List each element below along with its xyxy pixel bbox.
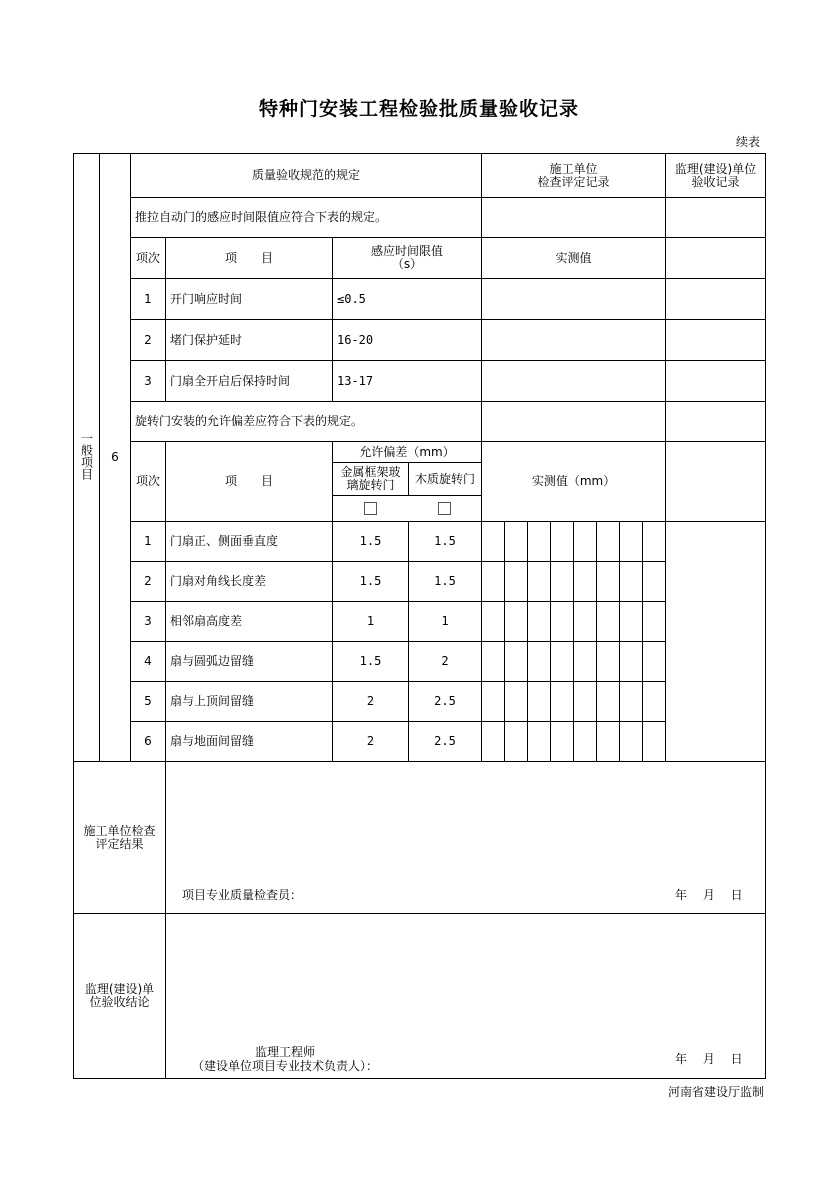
measure-cell[interactable]: [643, 522, 666, 562]
measure-cell[interactable]: [551, 602, 574, 642]
rev-row-no: 1: [131, 522, 166, 562]
auto-row-acceptance[interactable]: [666, 320, 766, 361]
auto-door-requirement: 推拉自动门的感应时间限值应符合下表的规定。: [131, 198, 482, 238]
measure-cell[interactable]: [597, 522, 620, 562]
rev-row-no: 5: [131, 682, 166, 722]
revolving-requirement-row: [74, 402, 766, 442]
measure-cell[interactable]: [528, 522, 551, 562]
measure-cell[interactable]: [574, 722, 597, 762]
supervisor-record-header: [666, 154, 766, 198]
measure-cell[interactable]: [505, 522, 528, 562]
revolving-header-row: [74, 442, 766, 463]
rev-row-metal: 2: [333, 682, 409, 722]
spec-header: 质量验收规范的规定: [131, 154, 482, 198]
measure-cell[interactable]: [620, 562, 643, 602]
rev-row-wood: 1.5: [409, 522, 482, 562]
rev-row-item: 相邻扇高度差: [166, 602, 333, 642]
rev-row-metal: 1.5: [333, 522, 409, 562]
measure-cell[interactable]: [643, 682, 666, 722]
measure-cell[interactable]: [528, 722, 551, 762]
auto-col-no: 项次: [131, 238, 166, 279]
rev-row-item: 扇与地面间留缝: [166, 722, 333, 762]
auto-row-acceptance[interactable]: [666, 279, 766, 320]
constructor-result-row: [74, 762, 766, 914]
measure-cell[interactable]: [643, 562, 666, 602]
rev-row-wood: 2.5: [409, 722, 482, 762]
auto-row-acceptance[interactable]: [666, 361, 766, 402]
revolving-requirement-acceptance[interactable]: [666, 402, 766, 442]
supervisor-conclusion-label: [74, 914, 166, 1079]
header-row: [74, 154, 766, 198]
measure-cell[interactable]: [505, 682, 528, 722]
wood-type-checkbox[interactable]: [438, 502, 451, 515]
constructor-result-area[interactable]: [166, 762, 766, 914]
continued-label: 续表: [736, 135, 761, 149]
rev-col-no: 项次: [131, 442, 166, 522]
measure-cell[interactable]: [482, 642, 505, 682]
table-row: [74, 320, 766, 361]
rev-row-metal: 1.5: [333, 562, 409, 602]
measure-cell[interactable]: [574, 562, 597, 602]
measure-cell[interactable]: [574, 642, 597, 682]
table-row: [74, 361, 766, 402]
measure-cell[interactable]: [482, 602, 505, 642]
measure-cell[interactable]: [505, 562, 528, 602]
inspection-form-table: [73, 153, 766, 1079]
auto-row-no: 3: [131, 361, 166, 402]
auto-col-limit-line1: 感应时间限值: [371, 244, 444, 258]
table-row: [74, 562, 766, 602]
measure-cell[interactable]: [482, 722, 505, 762]
rev-row-metal: 2: [333, 722, 409, 762]
rev-col-acceptance: [666, 442, 766, 522]
auto-door-requirement-record[interactable]: [482, 198, 666, 238]
supervisor-conclusion-row: [74, 914, 766, 1079]
auto-row-measured[interactable]: [482, 279, 666, 320]
constructor-result-label: [74, 762, 166, 914]
supervisor-conclusion-label-line1: 监理(建设)单: [84, 982, 155, 996]
rev-row-metal: 1: [333, 602, 409, 642]
revolving-requirement: 旋转门安装的允许偏差应符合下表的规定。: [131, 402, 482, 442]
engineer-signature-sublabel: （建设单位项目专业技术负责人）：: [192, 1059, 379, 1073]
rev-col-item: 项 目: [166, 442, 333, 522]
measure-cell[interactable]: [620, 722, 643, 762]
engineer-signature-label: 监理工程师: [255, 1045, 316, 1059]
supervisor-date: 年 月 日: [675, 1052, 743, 1066]
auto-door-requirement-row: [74, 198, 766, 238]
measure-cell[interactable]: [643, 642, 666, 682]
measure-cell[interactable]: [505, 722, 528, 762]
measure-cell[interactable]: [597, 682, 620, 722]
measure-cell[interactable]: [528, 642, 551, 682]
measure-cell[interactable]: [551, 522, 574, 562]
measure-cell[interactable]: [482, 562, 505, 602]
table-row: [74, 722, 766, 762]
table-row: [74, 522, 766, 562]
auto-row-measured[interactable]: [482, 320, 666, 361]
measure-cell[interactable]: [597, 562, 620, 602]
supervisor-conclusion-area[interactable]: [166, 914, 766, 1079]
constructor-record-header-line2: 检查评定记录: [537, 174, 610, 189]
auto-row-no: 1: [131, 279, 166, 320]
measure-cell[interactable]: [505, 602, 528, 642]
supervisor-record-header-line1: 监理(建设)单位: [674, 161, 757, 176]
constructor-date: 年 月 日: [675, 888, 743, 902]
auto-col-limit-line2: （s）: [391, 257, 423, 271]
measure-cell[interactable]: [551, 722, 574, 762]
rev-row-metal: 1.5: [333, 642, 409, 682]
measure-cell[interactable]: [528, 682, 551, 722]
auto-door-subheader-row: [74, 238, 766, 279]
inspector-signature-label: 项目专业质量检查员：: [182, 888, 303, 902]
measure-cell[interactable]: [597, 602, 620, 642]
rev-row-wood: 1: [409, 602, 482, 642]
category-label: 一般项目: [79, 432, 94, 480]
rev-row-wood: 2.5: [409, 682, 482, 722]
measure-cell[interactable]: [551, 642, 574, 682]
constructor-record-header: [482, 154, 666, 198]
revolving-requirement-record[interactable]: [482, 402, 666, 442]
measure-cell[interactable]: [643, 722, 666, 762]
rev-row-item: 扇与圆弧边留缝: [166, 642, 333, 682]
rev-col-wood: 木质旋转门: [415, 471, 476, 486]
auto-row-limit: 13-17: [333, 361, 482, 402]
rev-col-metal: [333, 463, 409, 495]
rev-row-item: 扇与上顶间留缝: [166, 682, 333, 722]
supervisor-conclusion-label-line2: 位验收结论: [89, 995, 150, 1009]
measure-cell[interactable]: [574, 522, 597, 562]
table-row: [74, 279, 766, 320]
auto-row-no: 2: [131, 320, 166, 361]
rev-acceptance[interactable]: [666, 522, 766, 762]
measure-cell[interactable]: [482, 522, 505, 562]
rev-row-no: 2: [131, 562, 166, 602]
table-row: [74, 642, 766, 682]
constructor-result-label-line2: 评定结果: [95, 836, 144, 851]
page-title: 特种门安装工程检验批质量验收记录: [258, 98, 579, 120]
auto-row-limit: 16-20: [333, 320, 482, 361]
auto-row-item: 堵门保护延时: [166, 320, 333, 361]
supervisor-record-header-line2: 验收记录: [691, 174, 740, 189]
measure-cell[interactable]: [597, 642, 620, 682]
auto-row-item: 门扇全开启后保持时间: [166, 361, 333, 402]
item-number-cell: [100, 154, 131, 762]
rev-col-tolerance: 允许偏差（mm）: [333, 442, 482, 463]
measure-cell[interactable]: [620, 642, 643, 682]
auto-row-limit: ≤0.5: [333, 279, 482, 320]
measure-cell[interactable]: [482, 682, 505, 722]
measure-cell[interactable]: [643, 602, 666, 642]
rev-row-wood: 2: [409, 642, 482, 682]
constructor-record-header-line1: 施工单位: [549, 161, 598, 176]
measure-cell[interactable]: [620, 522, 643, 562]
rev-row-item: 门扇正、侧面垂直度: [166, 522, 333, 562]
table-row: [74, 602, 766, 642]
table-row: [74, 682, 766, 722]
measure-cell[interactable]: [620, 602, 643, 642]
rev-col-metal-line1: 金属框架玻: [340, 465, 401, 479]
rev-row-wood: 1.5: [409, 562, 482, 602]
auto-row-measured[interactable]: [482, 361, 666, 402]
rev-col-measured: 实测值（mm）: [482, 442, 666, 522]
rev-row-no: 4: [131, 642, 166, 682]
rev-col-metal-line2: 璃旋转门: [346, 478, 395, 492]
measure-cell[interactable]: [551, 562, 574, 602]
auto-col-measured: 实测值: [482, 238, 666, 279]
auto-row-item: 开门响应时间: [166, 279, 333, 320]
metal-type-checkbox[interactable]: [364, 502, 377, 515]
measure-cell[interactable]: [597, 722, 620, 762]
measure-cell[interactable]: [574, 682, 597, 722]
measure-cell[interactable]: [620, 682, 643, 722]
auto-col-acceptance: [666, 238, 766, 279]
auto-door-requirement-acceptance[interactable]: [666, 198, 766, 238]
item-number: 6: [111, 450, 119, 464]
auto-col-limit: [333, 238, 482, 279]
category-cell: [74, 154, 100, 762]
measure-cell[interactable]: [551, 682, 574, 722]
rev-col-types: [333, 463, 482, 522]
measure-cell[interactable]: [574, 602, 597, 642]
rev-row-no: 6: [131, 722, 166, 762]
measure-cell[interactable]: [528, 562, 551, 602]
rev-row-no: 3: [131, 602, 166, 642]
measure-cell[interactable]: [505, 642, 528, 682]
rev-row-item: 门扇对角线长度差: [166, 562, 333, 602]
issuer-footer: 河南省建设厅监制: [667, 1085, 764, 1099]
constructor-result-label-line1: 施工单位检查: [83, 823, 156, 838]
measure-cell[interactable]: [528, 602, 551, 642]
auto-col-item: 项 目: [166, 238, 333, 279]
